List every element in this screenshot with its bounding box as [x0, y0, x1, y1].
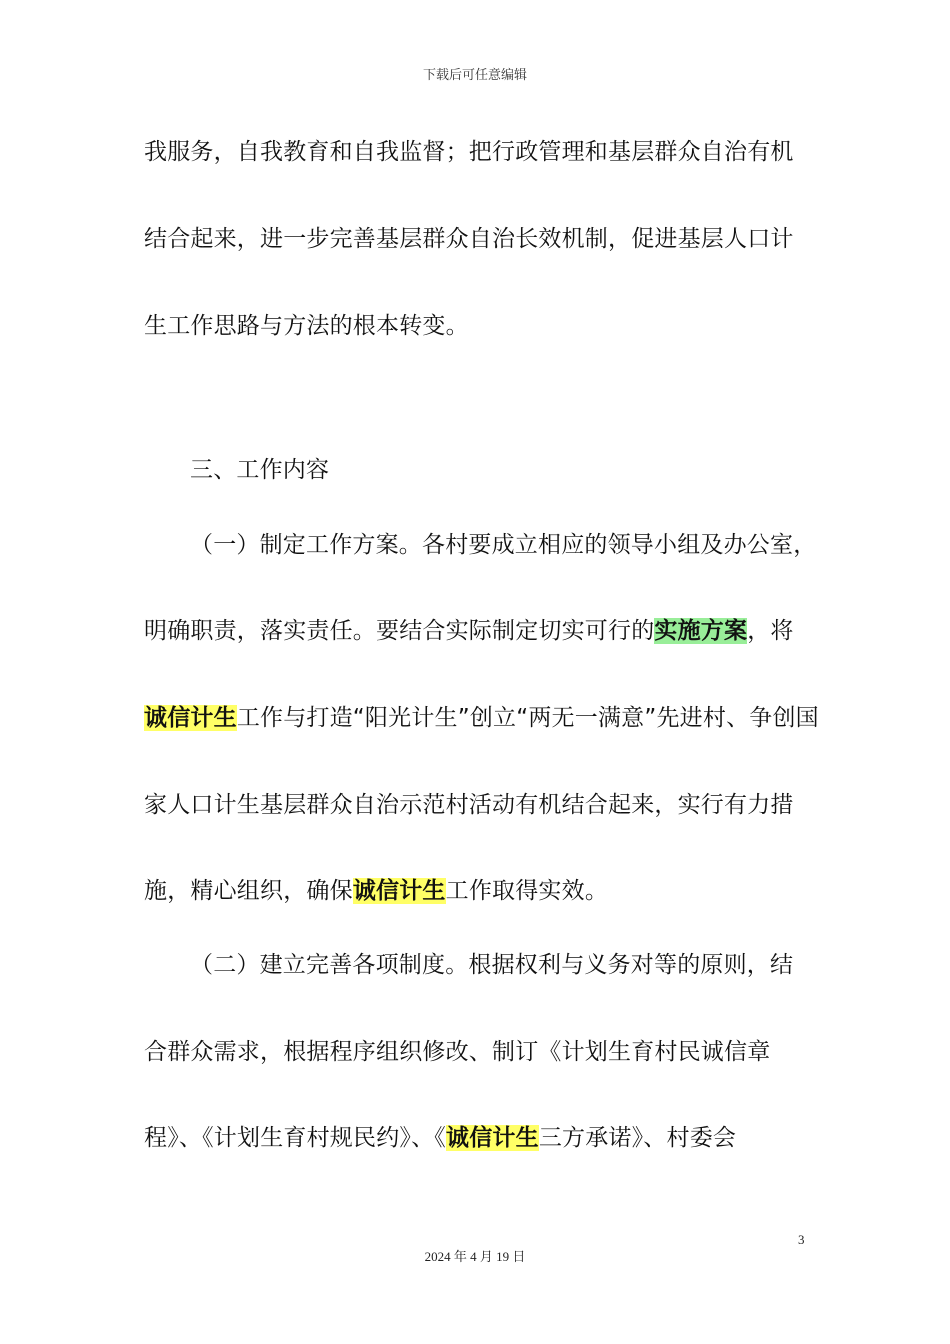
text-run: 工作与打造“阳光计生”创立“两无一满意”先进村、争创国	[236, 705, 819, 731]
item1-line: （一）制定工作方案。各村要成立相应的领导小组及办公室，	[190, 532, 817, 558]
item2-line: （二）建立完善各项制度。根据权利与义务对等的原则，结	[190, 952, 794, 978]
item2-line: 合群众需求，根据程序组织修改、制订《计划生育村民诚信章	[144, 1039, 771, 1065]
page-header: 下载后可任意编辑	[422, 68, 527, 83]
highlighted-term: 诚信计生	[144, 705, 237, 731]
item2-line	[144, 1123, 736, 1153]
paragraph-line: 结合起来，进一步完善基层群众自治长效机制，促进基层人口计	[144, 226, 794, 252]
text-run: 程》、《计划生育村规民约》、《	[144, 1125, 446, 1151]
highlighted-term: 诚信计生	[352, 878, 446, 904]
item1-line: 家人口计生基层群众自治示范村活动有机结合起来，实行有力措	[144, 792, 794, 818]
item1-line	[144, 703, 819, 733]
text-run: 明确职责，落实责任。要结合实际制定切实可行的	[144, 618, 655, 644]
page-number: 3	[798, 1232, 805, 1247]
section-heading: 三、工作内容	[190, 457, 330, 483]
text-run: 施，精心组织，确保	[144, 878, 353, 904]
item1-line	[144, 616, 794, 646]
highlighted-term: 诚信计生	[446, 1125, 539, 1151]
text-run: 三方承诺》、村委会	[538, 1125, 737, 1151]
paragraph-line: 生工作思路与方法的根本转变。	[144, 313, 469, 339]
paragraph-line: 我服务，自我教育和自我监督；把行政管理和基层群众自治有机	[144, 139, 794, 165]
highlighted-term: 实施方案	[654, 618, 748, 644]
item1-line	[144, 876, 608, 906]
footer-date: 2024 年 4 月 19 日	[424, 1249, 526, 1264]
text-run: 工作取得实效。	[445, 878, 609, 904]
text-run: ，将	[747, 618, 794, 644]
